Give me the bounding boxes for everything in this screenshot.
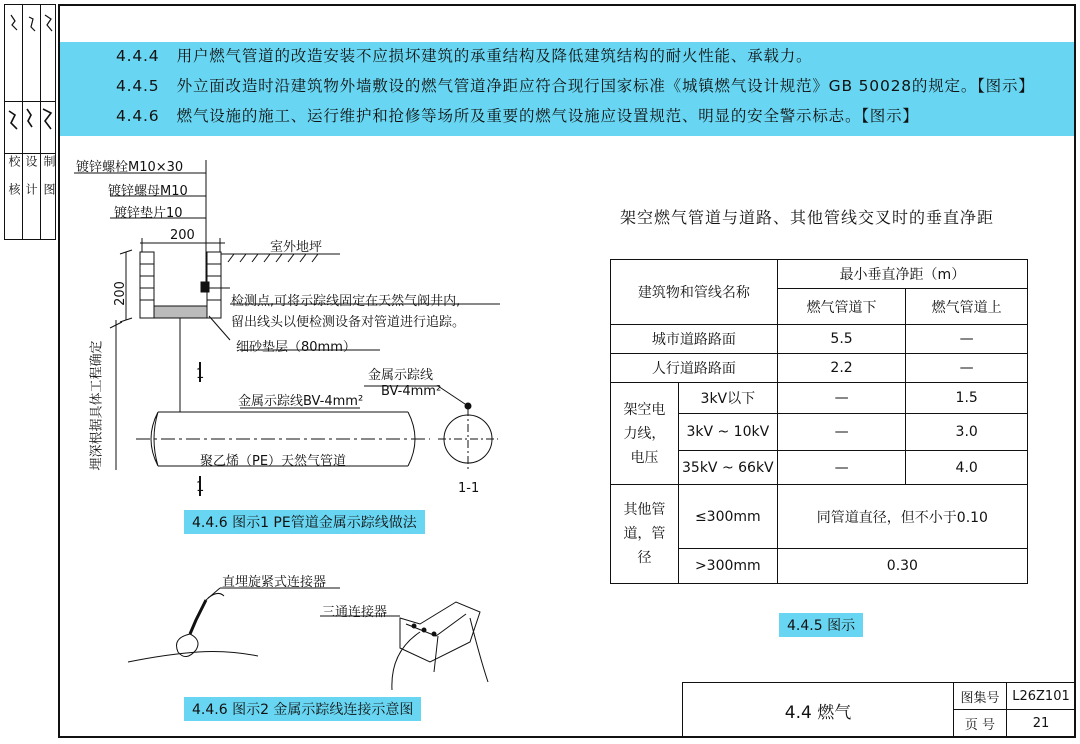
ground-label: 室外地坪 — [270, 240, 323, 255]
header-min: 最小垂直净距（m） — [777, 260, 1027, 289]
connector-b-label: 三通连接器 — [322, 605, 388, 620]
clause-4-4-5 — [116, 74, 1035, 96]
title-block — [682, 682, 1076, 738]
dim-width: 200 — [170, 228, 195, 243]
table-row: 人行道路路面 2.2 — — [611, 354, 1028, 383]
section-label: 1-1 — [458, 481, 480, 496]
section-mark-top: 1 — [196, 367, 205, 382]
fig1-caption: 4.4.6 图示1 PE管道金属示踪线做法 — [184, 510, 425, 534]
table-row: >300mm 0.30 — [611, 549, 1028, 584]
clause-4-4-6 — [116, 104, 919, 126]
side-label-check: 校 核 — [7, 155, 21, 201]
clause-text: 外立面改造时沿建筑物外墙敷设的燃气管道净距应符合现行国家标准《城镇燃气设计规范》GB 50028的规定。【图示】 — [176, 77, 1035, 95]
table-row: 城市道路路面 5.5 — — [611, 325, 1028, 354]
bolt-label: 镀锌螺栓M10×30 — [76, 160, 184, 175]
clause-number: 4.4.5 — [116, 77, 160, 95]
detect-point-line1: 检测点,可将示踪线固定在天然气阀井内, — [231, 294, 461, 309]
clause-number: 4.4.6 — [116, 107, 160, 125]
pipe-label: 聚乙烯（PE）天然气管道 — [200, 454, 347, 469]
page-label: 页 号 — [953, 709, 1007, 738]
detect-point-line2: 留出线头以便检测设备对管道进行追踪。 — [231, 315, 466, 330]
section-mark-bottom: 1 — [196, 480, 205, 495]
clause-4-4-4 — [116, 44, 812, 66]
clearance-table — [610, 259, 1028, 584]
header-name: 建筑物和管线名称 — [611, 260, 778, 325]
atlas-label: 图集号 — [953, 682, 1007, 710]
side-label-draw: 制 图 — [42, 155, 56, 201]
header-above: 燃气管道上 — [906, 289, 1028, 325]
trace-wire-short-1: 金属示踪线 — [368, 368, 434, 383]
table-title: 架空燃气管道与道路、其他管线交叉时的垂直净距 — [620, 208, 995, 227]
washer-label: 镀锌垫片10 — [114, 206, 183, 221]
connector-a-label: 直埋旋紧式连接器 — [222, 575, 327, 590]
table-row: 其他管道，管径 ≤300mm 同管道直径，但不小于0.10 — [611, 485, 1028, 549]
table-row: 架空电力线，电压 3kV以下 — 1.5 — [611, 383, 1028, 414]
power-group: 架空电力线，电压 — [611, 383, 679, 485]
signatures — [5, 5, 57, 145]
trace-wire-label: 金属示踪线BV-4mm² — [238, 394, 364, 409]
clause-number: 4.4.4 — [116, 47, 160, 65]
table-row: 3kV ~ 10kV — 3.0 — [611, 414, 1028, 451]
section-title: 4.4 燃气 — [682, 682, 954, 738]
dim-height: 200 — [112, 281, 128, 306]
clause-text: 燃气设施的施工、运行维护和抢修等场所及重要的燃气设施应设置规范、明显的安全警示标志。【图示】 — [176, 107, 919, 125]
atlas-number: L26Z101 — [1006, 682, 1076, 710]
page-number: 21 — [1006, 709, 1076, 738]
table-caption: 4.4.5 图示 — [779, 613, 863, 637]
depth-label: 埋深根据具体工程确定 — [89, 340, 105, 471]
clause-text: 用户燃气管道的改造安装不应损坏建筑的承重结构及降低建筑结构的耐火性能、承载力。 — [176, 47, 813, 65]
table-row: 35kV ~ 66kV — 4.0 — [611, 451, 1028, 485]
trace-wire-short-2: BV-4mm² — [381, 384, 442, 399]
nut-label: 镀锌螺母M10 — [108, 184, 188, 199]
fig2-caption: 4.4.6 图示2 金属示踪线连接示意图 — [184, 697, 421, 721]
header-below: 燃气管道下 — [777, 289, 906, 325]
side-label-design: 设 计 — [24, 155, 38, 201]
sand-label: 细砂垫层（80mm） — [236, 340, 356, 355]
other-group: 其他管道，管径 — [611, 485, 679, 584]
signature-block — [4, 4, 56, 240]
